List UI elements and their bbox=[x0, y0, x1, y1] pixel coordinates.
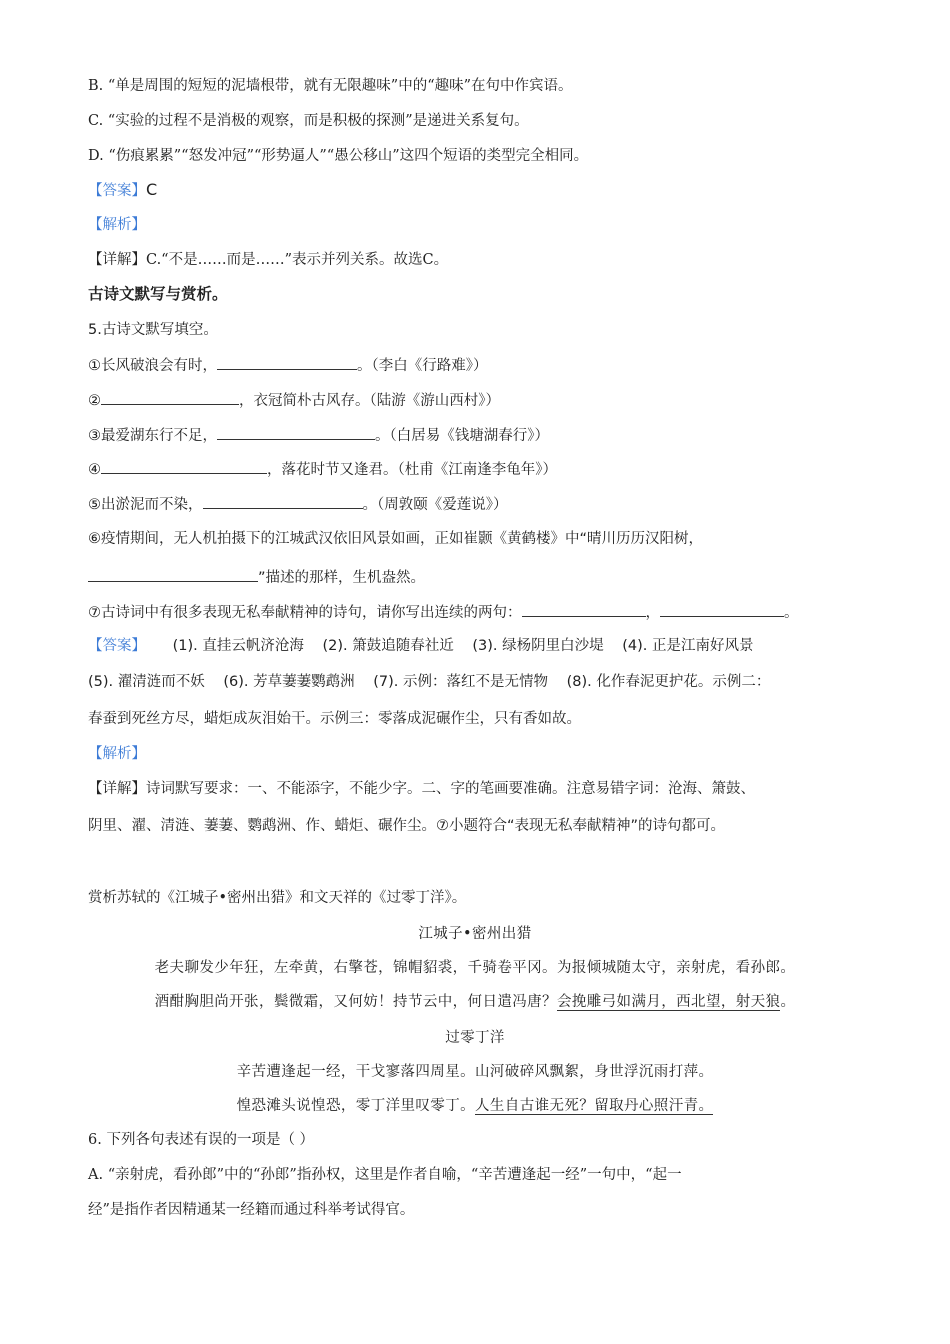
q4-analysis-line bbox=[88, 215, 146, 235]
q5-stem: 古诗文默写填空。 bbox=[101, 322, 218, 338]
poem1-line2-underlined: 会挽雕弓如满月，西北望，射天狼 bbox=[556, 994, 781, 1010]
q4-detail-line bbox=[88, 250, 448, 270]
q5-blank-2[interactable] bbox=[101, 390, 239, 405]
section-title: 古诗文默写与赏析。 bbox=[88, 285, 228, 303]
q5-answer-line1 bbox=[88, 636, 768, 656]
answer-item: (4). 正是江南好风景 bbox=[622, 638, 754, 654]
q5-answer-line3: 春蚕到死丝方尽，蜡炬成灰泪始干。示例三：零落成泥碾作尘，只有香如故。 bbox=[88, 711, 581, 727]
answer-item: (6). 芳草萋萋鹦鹉洲 bbox=[223, 674, 355, 690]
answer-item: (3). 绿杨阴里白沙堤 bbox=[472, 638, 604, 654]
q5-item-4-post: ，落花时节又逢君。（杜甫《江南逢李龟年》） bbox=[267, 462, 557, 478]
q5-item-6-line2 bbox=[88, 567, 425, 588]
poem2-line1: 辛苦遭逢起一经，干戈寥落四周星。山河破碎风飘絮，身世浮沉雨打萍。 bbox=[236, 1064, 714, 1080]
q4-answer-line bbox=[88, 180, 157, 201]
q5-item-7-mid: ， bbox=[645, 605, 660, 621]
q4-option-c: C. “实验的过程不是消极的观察，而是积极的探测”是递进关系复句。 bbox=[88, 113, 529, 129]
q6-stem: 6. 下列各句表述有误的一项是（ ） bbox=[88, 1132, 315, 1148]
q5-item-2-post: ，衣冠简朴古风存。（陆游《游山西村》） bbox=[239, 393, 500, 409]
q5-item-1-pre: ①长风破浪会有时， bbox=[88, 358, 217, 374]
poem1-line2-end: 。 bbox=[780, 994, 796, 1010]
q5-stem-line bbox=[88, 320, 218, 340]
q5-item-3-post: 。（白居易《钱塘湖春行》） bbox=[375, 428, 549, 444]
q5-blank-5[interactable] bbox=[203, 494, 363, 509]
poem1-line1: 老夫聊发少年狂，左牵黄，右擎苍，锦帽貂裘，千骑卷平冈。为报倾城随太守，亲射虎，看孙郎。 bbox=[154, 960, 796, 976]
q5-blank-7b[interactable] bbox=[660, 602, 784, 617]
q4-detail-tag: 【详解】 bbox=[88, 252, 146, 268]
q4-answer-tag: 【答案】 bbox=[88, 183, 146, 199]
q6-option-a-line1: A. “亲射虎，看孙郎”中的“孙郎”指孙权，这里是作者自喻，“辛苦遭逢起一经”一句中，“起一 bbox=[88, 1167, 682, 1183]
q5-item-1-post: 。（李白《行路难》） bbox=[357, 358, 488, 374]
q5-item-5 bbox=[88, 494, 508, 515]
answer-item: (2). 箫鼓追随春社近 bbox=[322, 638, 454, 654]
q4-answer-value: C bbox=[146, 180, 158, 199]
q5-item-1 bbox=[88, 355, 488, 376]
poem2-line2-plain: 惶恐滩头说惶恐，零丁洋里叹零丁。 bbox=[236, 1098, 475, 1114]
q5-item-5-post: 。（周敦颐《爱莲说》） bbox=[362, 497, 508, 513]
q5-answer-line2 bbox=[88, 672, 770, 692]
q5-item-3-pre: ③最爱湖东行不足， bbox=[88, 428, 217, 444]
q5-item-6-line1: ⑥疫情期间，无人机拍摄下的江城武汉依旧风景如画，正如崔颢《黄鹤楼》中“晴川历历汉阳树， bbox=[88, 531, 704, 547]
poem2-line2-underlined: 人生自古谁无死？留取丹心照汗青。 bbox=[475, 1098, 714, 1114]
q5-analysis-line bbox=[88, 744, 146, 764]
poem2-title: 过零丁洋 bbox=[445, 1030, 505, 1046]
q4-analysis-tag: 【解析】 bbox=[88, 217, 146, 233]
q5-detail-line1 bbox=[88, 779, 755, 799]
q5-blank-7a[interactable] bbox=[522, 602, 646, 617]
poem1-line2 bbox=[88, 992, 862, 1012]
q5-blank-3[interactable] bbox=[217, 425, 375, 440]
q5-number: 5. bbox=[88, 322, 102, 338]
q5-item-5-pre: ⑤出淤泥而不染， bbox=[88, 497, 203, 513]
q5-detail-text-1: 诗词默写要求：一、不能添字，不能少字。二、字的笔画要准确。注意易错字词：沧海、箫鼓、 bbox=[146, 781, 755, 797]
answer-item: (5). 濯清涟而不妖 bbox=[88, 674, 205, 690]
q5-item-7-post: 。 bbox=[784, 605, 799, 621]
q5-blank-4[interactable] bbox=[101, 459, 267, 474]
q4-option-d: D. “伤痕累累”“怒发冲冠”“形势逼人”“愚公移山”这四个短语的类型完全相同。 bbox=[88, 148, 589, 164]
q5-analysis-tag: 【解析】 bbox=[88, 746, 146, 762]
q5-detail-tag: 【详解】 bbox=[88, 781, 146, 797]
answer-item: (1). 直挂云帆济沧海 bbox=[172, 638, 304, 654]
q5-item-4 bbox=[88, 459, 557, 480]
q5-item-7 bbox=[88, 602, 799, 623]
q5-item-6-post: ”描述的那样，生机盎然。 bbox=[258, 570, 426, 586]
answer-item: (8). 化作春泥更护花。示例二： bbox=[566, 674, 771, 690]
q5-item-2 bbox=[88, 390, 500, 411]
q4-detail-text: C.“不是……而是……”表示并列关系。故选C。 bbox=[146, 252, 449, 268]
q4-option-b: B. “单是周围的短短的泥墙根带，就有无限趣味”中的“趣味”在句中作宾语。 bbox=[88, 78, 573, 94]
answer-item: (7). 示例：落红不是无情物 bbox=[373, 674, 549, 690]
appreciation-intro: 赏析苏轼的《江城子•密州出猎》和文天祥的《过零丁洋》。 bbox=[88, 890, 467, 906]
q5-item-3 bbox=[88, 425, 549, 446]
q5-item-4-pre: ④ bbox=[88, 462, 101, 478]
q5-blank-1[interactable] bbox=[217, 355, 357, 370]
q5-item-7-pre: ⑦古诗词中有很多表现无私奉献精神的诗句，请你写出连续的两句： bbox=[88, 605, 522, 621]
poem1-line2-plain: 酒酣胸胆尚开张，鬓微霜，又何妨！持节云中，何日遣冯唐？ bbox=[154, 994, 557, 1010]
q5-item-2-pre: ② bbox=[88, 393, 101, 409]
poem1-title: 江城子•密州出猎 bbox=[418, 926, 532, 942]
q6-option-a-line2: 经”是指作者因精通某一经籍而通过科举考试得官。 bbox=[88, 1202, 415, 1218]
q5-blank-6[interactable] bbox=[88, 567, 258, 582]
q5-answer-tag: 【答案】 bbox=[88, 638, 146, 654]
q5-detail-line2: 阴里、濯、清涟、萋萋、鹦鹉洲、作、蜡炬、碾作尘。⑦小题符合“表现无私奉献精神”的诗句都可。 bbox=[88, 818, 726, 834]
poem2-line2 bbox=[88, 1096, 862, 1116]
